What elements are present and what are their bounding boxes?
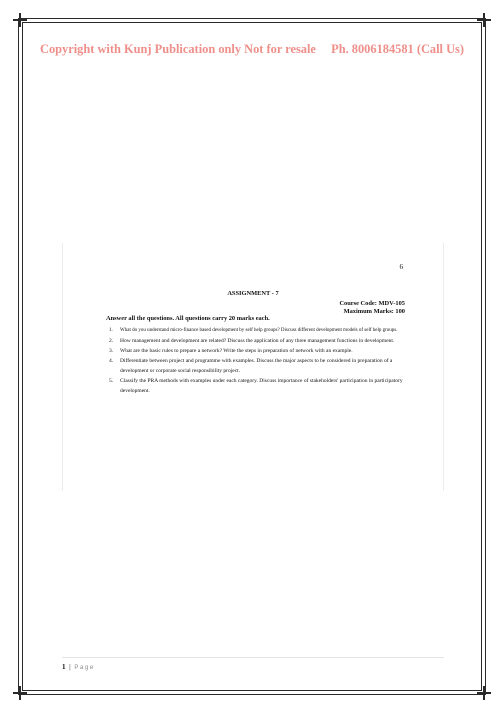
question-number: 2. [109, 338, 114, 344]
corner-ornament [477, 686, 491, 700]
course-code: Course Code: MDV-105 [339, 300, 405, 307]
question-text: What are the basic rules to prepare a network? Write the steps in preparation of network with an example. [120, 348, 353, 354]
scan-page-number: 6 [399, 263, 403, 271]
question-number: 4. [109, 358, 114, 364]
footer-divider [62, 657, 444, 658]
footer-page-number: 1 [62, 663, 66, 671]
question-list [109, 326, 409, 396]
question-text: What do you understand micro-finance based development by self help groups? Discuss different development models of self help groups. [120, 328, 398, 333]
question-text: Differentiate between project and programme with examples. Discuss the major aspects to be considered in preparation of a development or corporate social responsibility project. [120, 358, 393, 374]
copyright-text: Copyright with Kunj Publication only Not for resale [40, 42, 316, 56]
question-text: How management and development are related? Discuss the application of any three management functions in development. [120, 338, 395, 344]
question-item [109, 356, 409, 376]
corner-ornament [13, 686, 27, 700]
question-item [109, 336, 409, 346]
question-text: Classify the PRA methods with examples under each category. Discuss importance of stakeholders' participation in participatory development. [120, 378, 403, 394]
question-number: 5. [109, 378, 114, 384]
course-info [339, 300, 405, 316]
question-item [109, 376, 409, 396]
instruction-text: Answer all the questions. All questions carry 20 marks each. [106, 315, 270, 322]
question-number: 3. [109, 348, 114, 354]
footer-separator: | [69, 663, 71, 671]
assignment-title: ASSIGNMENT - 7 [227, 290, 279, 297]
footer-page-label: Page [74, 665, 95, 671]
question-number: 1. [109, 328, 113, 333]
scanned-page [62, 243, 444, 491]
phone-text: Ph. 8006184581 (Call Us) [331, 42, 464, 56]
max-marks: Maximum Marks: 100 [343, 308, 405, 315]
corner-ornament [477, 13, 491, 27]
question-item [109, 326, 409, 336]
question-item [109, 346, 409, 356]
copyright-header [40, 42, 464, 57]
corner-ornament [13, 13, 27, 27]
page-footer [62, 663, 95, 671]
